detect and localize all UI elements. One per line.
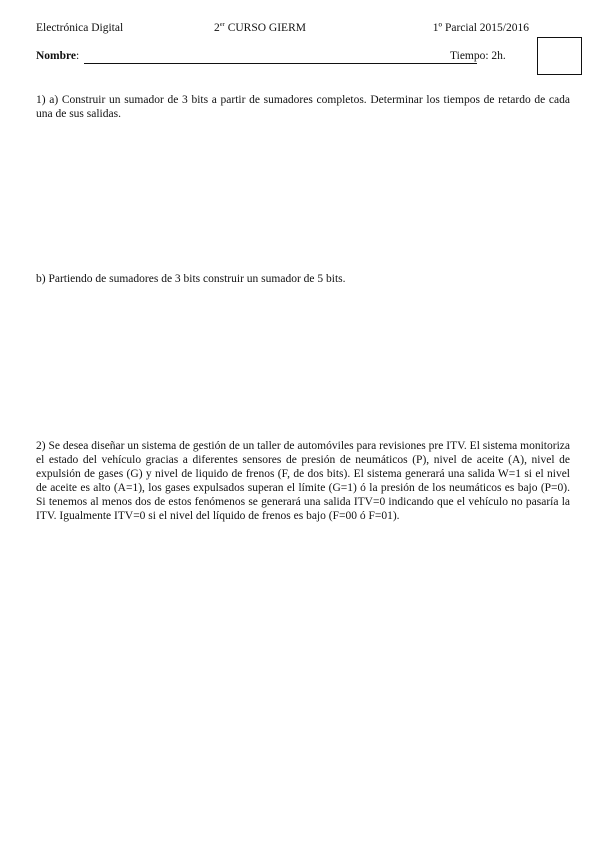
course-title (214, 22, 306, 34)
name-field[interactable] (84, 63, 477, 64)
course-number: 2 (214, 22, 220, 34)
name-label-colon: : (76, 50, 80, 62)
subject-title: Electrónica Digital (36, 22, 124, 34)
name-row (36, 50, 516, 66)
exam-title: 1º Parcial 2015/2016 (432, 22, 529, 34)
question-1b: b) Partiendo de sumadores de 3 bits construir un sumador de 5 bits. (36, 273, 346, 285)
question-2: 2) Se desea diseñar un sistema de gestión de un taller de automóviles para revisiones pre ITV. El sistema monitoriza el estado del vehículo gracias a diferentes sensores de presión de neumáticos (P), nivel de aceite (A), nivel de expulsión de gases (G) y nivel de liquido de frenos (F, de dos bits). El sistema generará una salida W=1 si el nivel de aceite es alto (A=1), los gases expulsados superan el límite (G=1) ó la presión de los neumáticos es bajo (P=0). Si tenemos al menos dos de estos fenómenos se generará una salida ITV=0 indicando que el vehículo no pasaría la ITV. Igualmente ITV=0 si el nivel del líquido de frenos es bajo (F=00 ó F=01). (36, 440, 570, 522)
course-superscript: er (219, 21, 225, 29)
name-label-text: Nombre (36, 50, 77, 62)
course-name: CURSO GIERM (224, 22, 306, 34)
grade-box[interactable] (537, 37, 582, 75)
time-label: Tiempo: 2h. (450, 50, 506, 62)
name-label (36, 50, 79, 62)
question-1a: 1) a) Construir un sumador de 3 bits a partir de sumadores completos. Determinar los tiempos de retardo de cada una de sus salidas. (36, 94, 570, 120)
exam-header (36, 22, 529, 38)
